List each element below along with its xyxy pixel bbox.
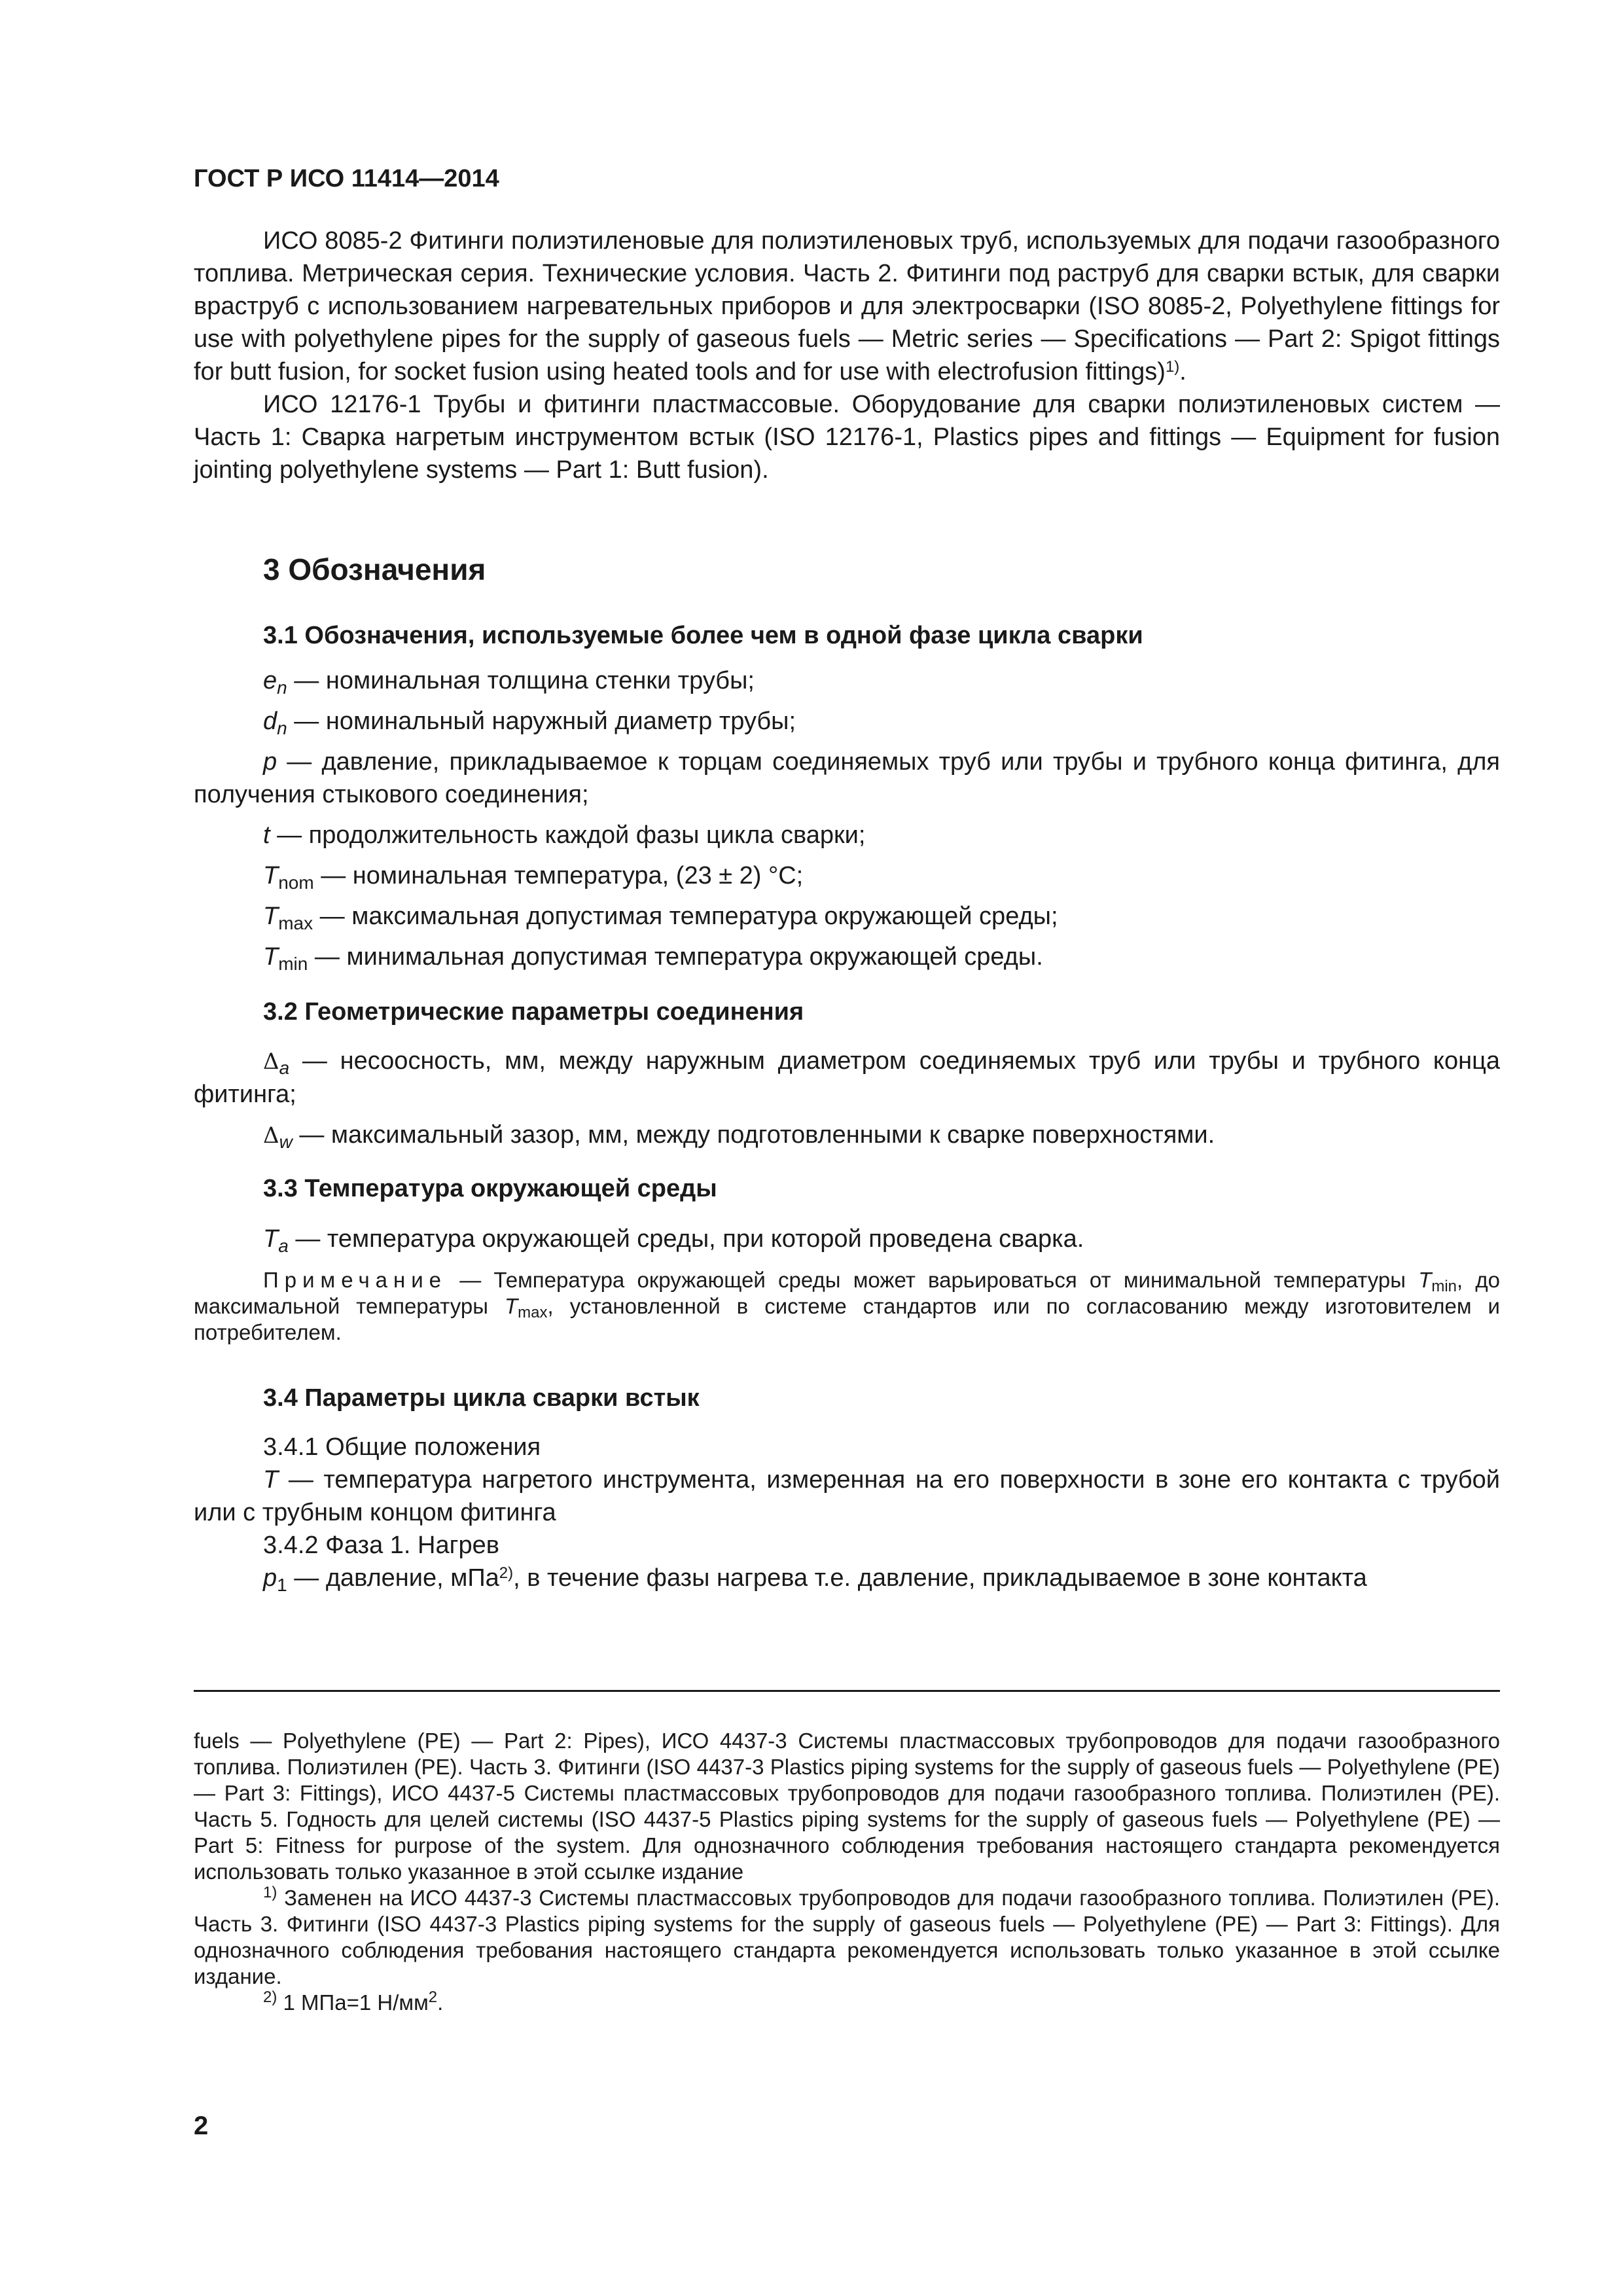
footnote-continuation: fuels — Polyethylene (PE) — Part 2: Pipes), ИСО 4437-3 Системы пластмассовых трубопроводов для подачи газообразного топлива. Полиэтилен (PE). Часть 3. Фитинги (ISO 4437-3 Plastics piping systems for the supply of gaseous fuels — Polyethylene (PE) — Part 3: Fittings), ИСО 4437-5 Системы пластмассовых трубопроводов для подачи газообразного топлива. Полиэтилен (PE). Часть 5. Годность для целей системы (ISO 4437-5 Plastics piping systems for the supply of gaseous fuels — Polyethylene (PE) — Part 5: Fitness for purpose of the system. Для однозначного соблюдения требования настоящего стандарта рекомендуется использовать только указанное в этой ссылке издание — [194, 1729, 1500, 1884]
reference-iso-12176-1: ИСО 12176-1 Трубы и фитинги пластмассовые. Оборудование для сварки полиэтиленовых систем — Часть 1: Сварка нагретым инструментом встык (ISO 12176-1, Plastics pipes and fittings — Equipment for fusion jointing polyethylene systems — Part 1: Butt fusion). — [194, 391, 1500, 484]
symbol-definition: $T_{nom}$ — номинальная температура, (23 ± 2) °С; — [263, 862, 804, 893]
clause-3-4-1: 3.4.1 Общие положения — [263, 1433, 541, 1461]
subsection-title: 3.4 Параметры цикла сварки встык — [263, 1384, 700, 1412]
symbols-list — [194, 664, 1500, 973]
footnote-divider — [194, 1690, 1500, 1692]
subsection-3-2 — [194, 998, 1500, 1152]
page-number: 2 — [194, 2111, 209, 2140]
subsection-title: 3.3 Температура окружающей среды — [263, 1175, 717, 1202]
clause-3-4-2: 3.4.2 Фаза 1. Нагрев — [263, 1532, 499, 1559]
symbol-definition: p — давление, прикладываемое к торцам соединяемых труб или трубы и трубного конца фитинга, для получения стыкового соединения; — [194, 748, 1500, 808]
symbol-definition: $T_{min}$ — минимальная допустимая температура окружающей среды. — [263, 943, 1043, 974]
subsection-title: 3.1 Обозначения, используемые более чем в одной фазе цикла сварки — [263, 622, 1143, 649]
footnote-ref-2: 2) — [499, 1564, 514, 1582]
symbol-definition: $T_{max}$ — максимальная допустимая температура окружающей среды; — [263, 903, 1058, 933]
subsection-3-4 — [194, 1384, 1500, 1594]
footnote-1: $^{1)}$ Заменен на ИСО 4437-3 Системы пластмассовых трубопроводов для подачи газообразного топлива. Полиэтилен (PE). Часть 3. Фитинги (ISO 4437-3 Plastics piping systems for the supply of gaseous fuels — Polyethylene (PE) — Part 3: Fittings). Для однозначного соблюдения требования настоящего стандарта рекомендуется использовать только указанное в этой ссылке издание. — [194, 1884, 1500, 1988]
references-block — [194, 224, 1500, 486]
reference-iso-8085-2: ИСО 8085-2 Фитинги полиэтиленовые для полиэтиленовых труб, используемых для подачи газообразного топлива. Метрическая серия. Технические условия. Часть 2. Фитинги под раструб для сварки встык, для сварки враструб с использованием нагревательных приборов и для электросварки (ISO 8085-2, Polyethylene fittings for use with polyethylene pipes for the supply of gaseous fuels — Metric series — Specifications — Part 2: Spigot fittings for butt fusion, for socket fusion using heated tools and for use with electrofusion fittings)$^{1)}$. — [194, 227, 1500, 386]
note-label: Примечание — [263, 1268, 448, 1292]
document-header: ГОСТ Р ИСО 11414—2014 — [194, 165, 499, 192]
section-title: 3 Обозначения — [263, 552, 486, 586]
symbol-definition: t — продолжительность каждой фазы цикла сварки; — [263, 821, 866, 849]
symbol-definition: T — температура нагретого инструмента, измеренная на его поверхности в зоне его контакта с трубой или с трубным концом фитинга — [194, 1466, 1500, 1526]
symbol-definition: $p_1$ — давление, мПа$^{2)}$, в течение фазы нагрева т.е. давление, прикладываемое в зоне контакта — [263, 1564, 1367, 1595]
symbols-list — [194, 1045, 1500, 1152]
note: Примечание — Температура окружающей среды может варьироваться от минимальной температуры $T_{min}$, до максимальной температуры $T_{max}$, установленной в системе стандартов или по согласованию между изготовителем и потребителем. — [194, 1268, 1501, 1344]
subsection-title: 3.2 Геометрические параметры соединения — [263, 998, 804, 1026]
symbol-definition: $\Delta_a$ — несоосность, мм, между наружным диаметром соединяемых труб или трубы и трубного конца фитинга; — [194, 1047, 1500, 1108]
footnote-ref-1: 1) — [1165, 358, 1180, 376]
symbol-definition: $e_n$ — номинальная толщина стенки трубы; — [263, 667, 755, 698]
symbol-definition: $\Delta_w$ — максимальный зазор, мм, между подготовленными к сварке поверхностями. — [263, 1121, 1215, 1152]
footnote-2: $^{2)}$ 1 МПа=1 $Н/мм^2$. — [263, 1988, 444, 2015]
section-3 — [194, 552, 1500, 587]
footnotes — [194, 1728, 1500, 2016]
subsection-3-3 — [194, 1175, 1500, 1346]
symbol-definition: $T_a$ — температура окружающей среды, при которой проведена сварка. — [263, 1225, 1084, 1256]
subsection-3-1 — [194, 622, 1500, 973]
symbol-definition: $d_n$ — номинальный наружный диаметр трубы; — [263, 708, 796, 738]
